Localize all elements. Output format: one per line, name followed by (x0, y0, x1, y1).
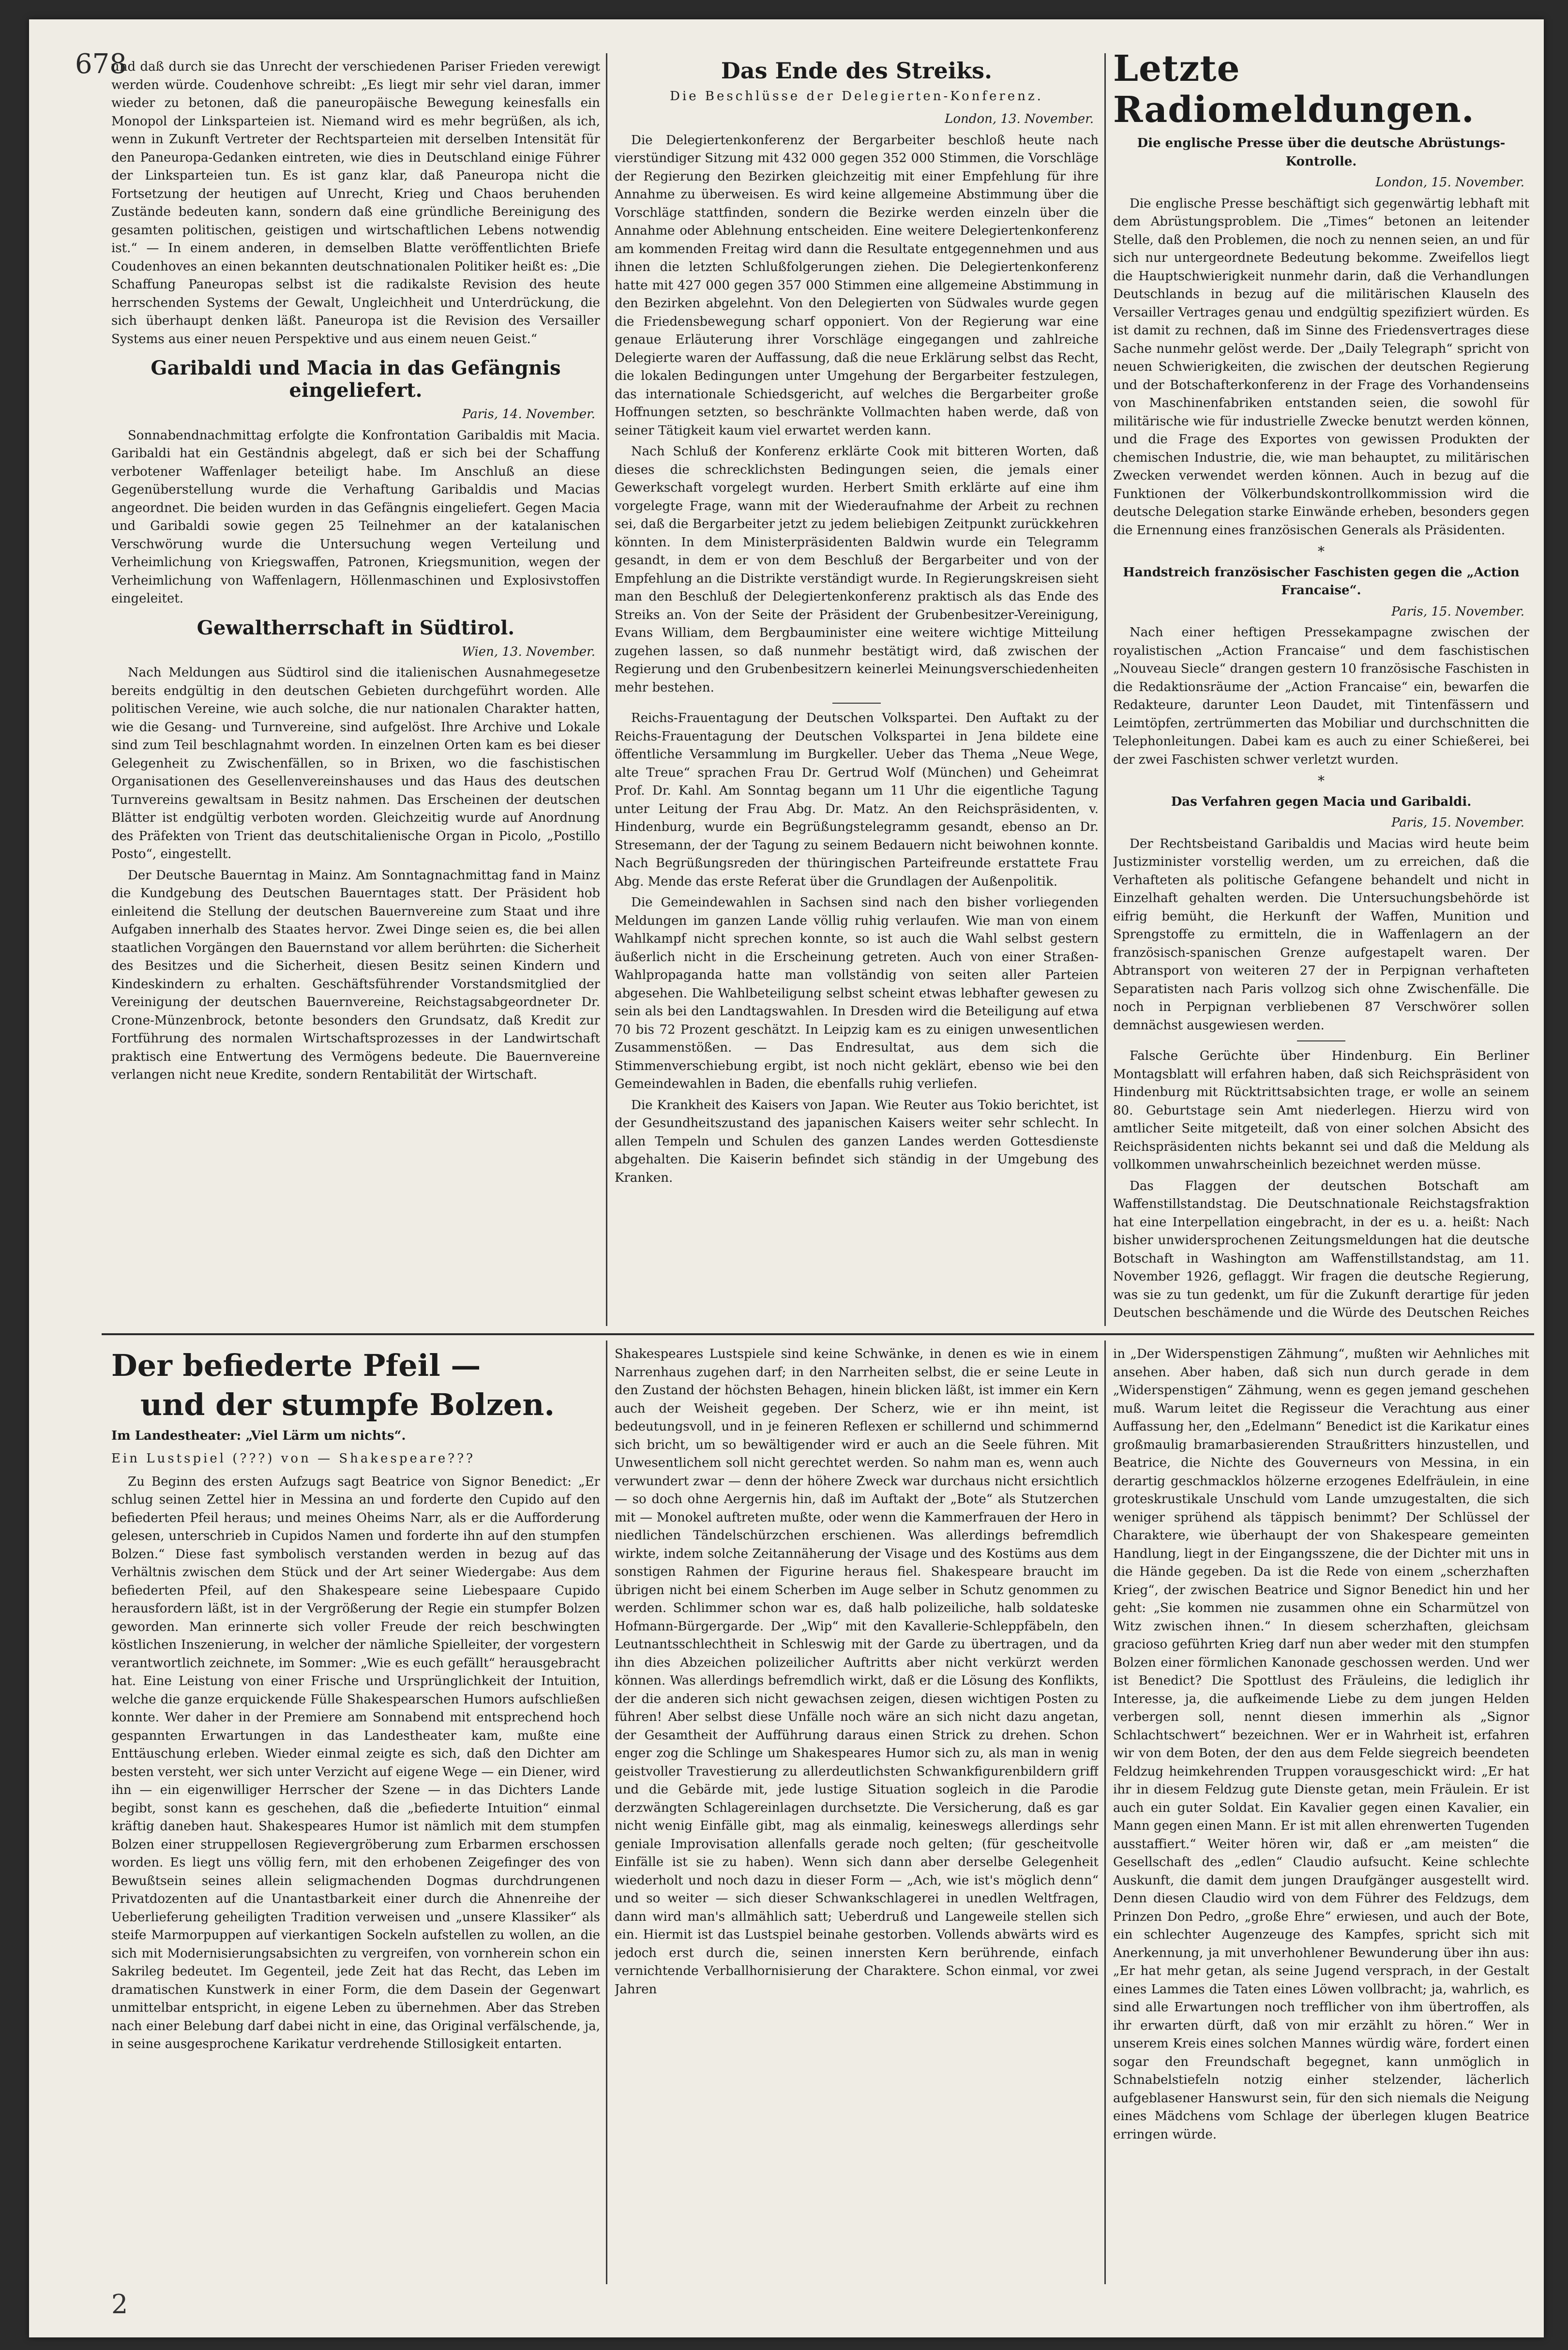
section-star: * (1318, 543, 1325, 560)
feature-heading-line2: und der stumpfe Bolzen. (140, 1387, 555, 1423)
column-3 (1113, 48, 1529, 1321)
page-number: 678 (75, 48, 127, 80)
feature-text-3: in „Der Widerspenstigen Zähmung“, mußten wir Aehnliches mit ansehen. Aber haben, daß sich nun durch gerade in dem „Widerspenstigen“ Zähmung, wenn es gegen jemand geschehen muß. Warum leitet die Regisseur die Verachtung aus einer Auffassung her, den „Edelmann“ Benedict ist die Karikatur eines großmaulig bramarbasierenden Straußritters hinzustellen, und Beatrice, die Nichte des Gouverneurs von Messina, in ein derartig geschmacklos hölzerne erzogenes Edelfräulein, in eine groteskrustikale Unschuld vom Lande umzugestalten, die sich weniger sprühend als täppisch benimmt? Der Schlüssel der Charaktere, wie überhaupt der von Shakespeare gemeinten Handlung, liegt in der Eingangsszene, die der Dichter mit uns in die Hände gegeben. Da ist die Rede von einem „scherzhaften Krieg“, der zwischen Beatrice und Signor Benedict hin und her geht: „Sie kommen nie zusammen ohne ein Scharmützel von Witz zwischen ihnen.“ In diesem scherzhaften, gleichsam gracioso geführten Krieg darf nun aber weder mit den stumpfen Bolzen einer förmlichen Kanonade geschossen werden. Und wer ist Benedict? Die Spottlust des Fräuleins, die lediglich ihr Interesse, ja, die aufkeimende Liebe zu dem jungen Helden verbergen soll, nennt diesen immerhin als „Signor Schlachtschwert“ bezeichnen. Wer er in Wahrheit ist, erfahren wir von dem Boten, der den aus dem Felde siegreich beendeten Feldzug heimkehrenden Truppen vorausgeschickt wird: „Er hat ihr in diesem Feldzug gute Dienste getan, mein Fräulein. Er ist auch ein guter Soldat. Ein Kavalier gegen einen Kavalier, ein Mann gegen einen Mann. Er ist mit allen ehrenwerten Tugenden ausstaffiert.“ Weiter hören wir, daß er „am meisten“ die Gesellschaft des „edlen“ Claudio aufsucht. Keine schlechte Auskunft, die damit dem jungen Draufgänger ausgestellt wird. Denn diesen Claudio wird von dem Führer des Feldzugs, dem Prinzen Don Pedro, „große Ehre“ erwiesen, und auch der Bote, ein schlechter Augenzeuge des Kampfes, spricht sich mit Anerkennung, ja mit unverhohlener Bewunderung über ihn aus: „Er hat mehr getan, als seine Jugend versprach, in der Gestalt eines Lammes die Taten eines Löwen vollbracht; ja, wahrlich, es sind alle Erwartungen noch trefflicher von ihm übertroffen, als ihr erwarten dürft, daß von mir erzählt zu hören.“ Wer in unserem Kreis eines solchen Mannes würdig wäre, fordert einen sogar den Freundschaft begegnet, kann unmöglich in Schnabelstiefeln notzig einher stelzender, lächerlich aufgeblasener Hanswurst sein, für den sich niemals die Neigung eines Mädchens vom Schlage der überlegen klugen Beatrice erringen würde. (1113, 1347, 1529, 2142)
feature-column-3 (1113, 1345, 1529, 2284)
paris-dateline-2: Paris, 15. November. (1391, 815, 1524, 830)
garibaldi-heading: Garibaldi und Macia in das Gefängnis eingeliefert. (151, 357, 561, 402)
verfahren-text: Der Rechtsbeistand Garibaldis und Macias wird heute beim Justizminister vorstellig werden, um zu erreichen, daß die Verhafteten als politische Gefangene behandelt und nicht in Einzelhaft gehalten werden. Die Untersuchungsbehörde ist eifrig bemüht, die Herkunft der Waffen, Munition und Sprengstoffe zu ermitteln, die in Waffenlagern an der französisch-spanischen Grenze aufgestapelt waren. Der Abtransport von weiteren 27 der in Perpignan verhafteten Separatisten nach Paris vollzog sich ohne Zwischenfälle. Die noch in Perpignan verbliebenen 87 Verschwörer sollen demnächst ausgewiesen werden. (1113, 836, 1529, 1033)
bauerntag-text: Der Deutsche Bauerntag in Mainz. Am Sonntagnachmittag fand in Mainz die Kundgebung des Deutschen Bauerntages statt. Der Präsident hob einleitend die Stellung der deutschen Bauernvereine zum Staat und ihre Aufgaben innerhalb des Staates hervor. Zwei Dinge seien es, die bei allen staatlichen Vorgängen den Bauernstand vor allem berührten: die Sicherheit des Besitzes und die Sicherheit, diesen Besitz seinen Kindern und Kindeskindern zu erhalten. Geschäftsführender Vorstandsmitglied der Vereinigung der deutschen Bauernvereine, Reichstagsabgeordneter Dr. Crone-Münzenbrock, betonte besonders den Grundsatz, daß Kredit zur Fortführung des normalen Wirtschaftsprozesses in der Landwirtschaft praktisch eine Entwertung des Vermögens bedeute. Die Bauernvereine verlangen nicht neue Kredite, sondern Rentabilität der Wirtschaft. (111, 868, 600, 1082)
flaggen-text: Das Flaggen der deutschen Botschaft am Waffenstillstandstag. Die Deutschnationale Reichstagsfraktion hat eine Interpellation eingebracht, in der es u. a. heißt: Nach bisher unwidersprochenen Zeitungsmeldungen hat die deutsche Botschaft in Washington am Waffenstillstandstag, am 11. November 1926, geflaggt. Wir fragen die deutsche Regierung, was sie zu tun gedenkt, um für die Zukunft derartige für jeden Deutschen beschämende und die Würde des Deutschen Reiches (1113, 1178, 1529, 1321)
short-rule (1297, 1040, 1345, 1041)
hindenburg-text: Falsche Gerüchte über Hindenburg. Ein Berliner Montagsblatt will erfahren haben, daß sich Reichspräsident von Hindenburg mit Rücktrittsabsichten trage, er wolle an seinem 80. Geburtstage sein Amt niederlegen. Hierzu wird von amtlicher Seite mitgeteilt, daß von einer solchen Absicht des Reichspräsidenten nichts bekannt sei und daß die Meldung als vollkommen unwahrscheinlich bezeichnet werden müsse. (1113, 1049, 1529, 1173)
feature-column-2 (615, 1345, 1099, 2284)
column-2 (615, 58, 1099, 1321)
feature-separator (102, 1333, 1534, 1335)
streik-p1: Die Delegiertenkonferenz der Bergarbeiter beschloß heute nach vierstündiger Sitzung mit 432 000 gegen 352 000 Stimmen, die Vorschläge der Regierung den Bezirken gleichzeitig mit einer Empfehlung für ihre Annahme zu überweisen. Es wird keine allgemeine Abstimmung über die Vorschläge stattfinden, sondern die Bezirke werden einzeln über die Annahme oder Ablehnung entscheiden. Eine weitere Delegiertenkonferenz am kommenden Freitag wird dann die Resultate entgegennehmen und aus ihnen die letzten Schlußfolgerungen ziehen. Die Delegiertenkonferenz hatte mit 427 000 gegen 357 000 Stimmen eine allgemeine Abstimmung in den Bezirken abgelehnt. Von den Delegierten von Südwales wurde gegen die Friedensbewegung scharf opponiert. Von der Regierung war eine genaue Erläuterung ihrer Vorschläge eingegangen und zahlreiche Delegierte waren der Auffassung, daß die neue Erklärung selbst das Recht, die lokalen Bedingungen unter Umgehung der Bergarbeiter festzulegen, das internationale Schiedsgericht, auf welches die Bergarbeiter große Hoffnungen setzten, so beschränkte Vollmachten haben werde, daß von seiner Tätigkeit kaum viel erwartet werden kann. (615, 133, 1099, 438)
column-rule (1104, 1341, 1106, 2284)
feature-genre-line: Ein Lustspiel (???) von — Shakespeare??? (111, 1451, 476, 1466)
garibaldi-dateline: Paris, 14. November. (462, 407, 595, 422)
feature-text-2: Shakespeares Lustspiele sind keine Schwänke, in denen es wie in einem Narrenhaus zugehen darf; in den Narrheiten selbst, die er seine Leute in den Zustand der höchsten Behagen, hinein blicken läßt, ist immer ein Kern auch der Weisheit gegeben. Der Scherz, wie er ihn meint, ist bedeutungsvoll, und in je feineren Reflexen er schillernd und schimmernd sich bricht, um so bewältigender wird er auch an die Seele führen. Mit Unwesentlichem soll nicht gerechtet werden. So nahm man es, wenn auch verwundert zwar — denn der höhere Zweck war durchaus nicht ersichtlich — so doch ohne Aergernis hin, daß im Auftakt der „Bote“ als Stutzerchen mit — Monokel auftreten mußte, oder wenn die Kammerfrauen der Hero in niedlichen Tändelschürzchen erschienen. Was allerdings befremdlich wirkte, indem solche Zeitannäherung der Visage und des Kostüms aus dem sonstigen Rahmen der Figurine heraus fiel. Shakespeare braucht im übrigen nicht bei einem Scherben im Auge selber in Schutz genommen zu werden. Schlimmer schon war es, daß halb polizeiliche, halb soldateske Hofmann-Bürgergarde. Der „Wip“ mit den Kavallerie-Schleppfäbeln, den Leutnantsschlechtheit in Schleswig mit der Garde zu übertragen, und da ihn dies Abzeichen polizeilicher Auftritts aber nicht verkürzt werden können. Was allerdings befremdlich wirkt, daß er die Lösung des Konflikts, der die anderen sich nicht gewachsen zeigen, diesen wichtigen Posten zu führen! Aber selbst diese Unfälle noch wäre an sich nicht dazu angetan, der Gesamtheit der Aufführung daraus einen Strick zu drehen. Schon enger zog die Schlinge um Shakespeares Humor sich zu, als man in wenig geistvoller Travestierung zu allerdeutlichsten Schwankfigurenbildern griff und die Gebärde mit, jede lustige Situation sogleich in die Parodie derzwängten Schlagereinlagen durchsetzte. Die Versicherung, daß es gar nicht wenig Einfälle gibt, mag als einmalig, keineswegs allerdings sehr geniale Improvisation allenfalls gerade noch gelten; (für gescheitvolle Einfälle ist sie zu haben). Wenn sich dann aber derselbe Gelegenheit wiederholt und noch dazu in dieser Form — „Ach, wie ist's möglich denn“ und so weiter — sich dieser Schwankschlagerei in unedlen Weltfragen, dann wird man's allmählich satt; Ueberdruß und Langeweile stellen sich ein. Hiermit ist das Lustspiel beinahe gestorben. Vollends abwärts wird es jedoch erst durch die, seinen innersten Kern berührende, einfach vernichtende Verballhornisierung der Charaktere. Schon einmal, vor zwei Jahren (615, 1347, 1099, 1997)
suedtirol-text: Nach Meldungen aus Südtirol sind die italienischen Ausnahmegesetze bereits endgültig in den deutschen Gebieten durchgeführt worden. Alle politischen Vereine, wie auch solche, die nur nationalen Charakter hatten, wie die Gesang- und Turnvereine, sind aufgelöst. Ihre Archive und Lokale sind zum Teil beschlagnahmt worden. In einzelnen Orten kam es bei dieser Gelegenheit zu Zwischenfällen, so in Brixen, wo die faschistischen Organisationen des Gesellenvereinshauses und das Haus des deutschen Turnvereins gewaltsam in Besitz nahmen. Das Erscheinen der deutschen Blätter ist endgültig verboten worden. Gleichzeitig wurde auf Anordnung des Präfekten von Trient das deutschitalienische Organ in Picolo, „Postillo Posto“, eingestellt. (111, 665, 600, 861)
action-francaise-text: Nach einer heftigen Pressekampagne zwischen der royalistischen „Action Francaise“ und dem faschistischen „Nouveau Siecle“ drangen gestern 10 französische Faschisten in die Redaktionsräume der „Action Francaise“ ein, bewarfen die Redakteure, darunter Leon Daudet, mit Tintenfässern und Leimtöpfen, zertrümmerten das Mobiliar und durchschnitten die Telephonleitungen. Dabei kam es auch zu einer Schießerei, bei der zwei Faschisten schwer verletzt wurden. (1113, 625, 1529, 767)
feature-heading-line1: Der befiederte Pfeil — (111, 1348, 481, 1383)
column-1 (111, 58, 600, 1321)
feature-column-1 (111, 1345, 600, 2284)
coudenhove-paragraph: und daß durch sie das Unrecht der verschiedenen Pariser Frieden verewigt werden würde. Coudenhove schreibt: „Es liegt mir sehr viel daran, immer wieder zu betonen, daß die paneuropäische Bewegung keinesfalls ein Monopol der Linksparteien ist. Niemand wird es mehr begrüßen, als ich, wenn in Zukunft Vertreter der Rechtsparteien mit derselben Intensität für den Paneuropa-Gedanken eintreten, wie dies in Deutschland einige Führer der Linksparteien tun. Es ist ganz klar, daß Paneuropa nicht die Fortsetzung der heutigen auf Unrecht, Krieg und Chaos beruhenden Zustände bedeuten kann, sondern daß eine gründliche Bereinigung des gesamten politischen, geistigen und wirtschaftlichen Lebens notwendig ist.“ — In einem anderen, in demselben Blatte veröffentlichten Briefe Coudenhoves an einen bekannten deutschnationalen Politiker heißt es: „Die Schaffung Paneuropas selbst ist die radikalste Revision des heute herrschenden Systems der Gewalt, Ungleichheit und Unterdrückung, die sich überhaupt denken läßt. Paneuropa ist die Revision des Versailler Systems aus einer neuen Perspektive und aus einem neuen Geist.“ (111, 60, 600, 346)
short-rule (832, 703, 881, 704)
streik-dateline: London, 13. November. (945, 112, 1094, 127)
column-rule (606, 1341, 607, 2284)
action-francaise-subhead: Handstreich französischer Faschisten gegen die „Action Francaise“. (1123, 565, 1520, 598)
section-star: * (1318, 773, 1325, 789)
radiomeldungen-heading: Letzte Radiomeldungen. (1113, 48, 1475, 131)
newspaper-page (29, 19, 1544, 2337)
streik-p2: Nach Schluß der Konferenz erklärte Cook mit bitteren Worten, daß dieses die schrecklichsten Bedingungen seien, die jemals einer Gewerkschaft vorgelegt wurden. Herbert Smith erklärte auf eine ihm vorgelegte Frage, wann mit der Wiederaufnahme der Arbeit zu rechnen sei, daß die Bergarbeiter jetzt zu jedem beliebigen Zeitpunkt zurückkehren könnten. In dem Ministerpräsidenten Baldwin wurde ein Telegramm gesandt, in dem er von dem Beschluß der Bergarbeiter und von der Empfehlung an die Distrikte verständigt wurde. In Regierungskreisen sieht man den Beschluß der Delegiertenkonferenz praktisch als das Ende des Streiks an. Von der Seite der Präsident der Grubenbesitzer-Vereinigung, Evans William, dem Bergbauminister eine weitere wichtige Mitteilung zugehen lassen, so daß nunmehr bestätigt wird, daß zwischen der Regierung und den Grubenbesitzern keinerlei Meinungsverschiedenheiten mehr bestehen. (615, 444, 1099, 695)
verfahren-subhead: Das Verfahren gegen Macia und Garibaldi. (1171, 794, 1472, 809)
suedtirol-dateline: Wien, 13. November. (462, 644, 595, 659)
abruestung-subhead: Die englische Presse über die deutsche Abrüstungs-Kontrolle. (1137, 136, 1506, 169)
abruestung-text: Die englische Presse beschäftigt sich gegenwärtig lebhaft mit dem Abrüstungsproblem. Die „Times“ betonen an leitender Stelle, daß den Problemen, die noch zu nennen seien, an und für sich nur untergeordnete Bedeutung bekomme. Zweifellos liegt die Hauptschwierigkeit nunmehr darin, daß die Verhandlungen Deutschlands in bezug auf die militärischen Klauseln des Versailler Vertrages genau und endgültig spezifiziert würden. Es ist damit zu rechnen, daß im Sinne des Friedensvertrages diese Sache nunmehr gelöst werde. Der „Daily Telegraph“ spricht von neuen Schwierigkeiten, die zwischen der deutschen Regierung und der Botschafterkonferenz in der Frage des Vorhandenseins von Maschinenfabriken entstanden seien, die sowohl für militärische wie für industrielle Zwecke benutzt werden können, und die Frage des Exportes von gewissen Produkten der chemischen Industrie, die, wie man behauptet, zu militärischen Zwecken verwendet werden können. Auch in bezug auf die Funktionen der Völkerbundskontrollkommission wird die deutsche Delegation starke Einwände erheben, besonders gegen die Ernennung eines französischen Generals als Präsidenten. (1113, 196, 1529, 538)
page-margin (29, 19, 102, 2337)
kaiser-japan-text: Die Krankheit des Kaisers von Japan. Wie Reuter aus Tokio berichtet, ist der Gesundheitszustand des japanischen Kaisers weiter sehr schlecht. In allen Tempeln und Schulen des ganzen Landes werden Gottesdienste abgehalten. Die Kaiserin befindet sich ständig in der Umgebung des Kranken. (615, 1098, 1099, 1185)
feature-text-1: Zu Beginn des ersten Aufzugs sagt Beatrice von Signor Benedict: „Er schlug seinen Zettel hier in Messina an und forderte den Cupido auf den befiederten Pfeil heraus; und meines Oheims Narr, als er die Aufforderung gelesen, unterschrieb in Cupidos Namen und forderte ihn auf den stumpfen Bolzen.“ Diese fast symbolisch verstanden werden in bezug auf das Verhältnis zwischen dem Stück und der Art seiner Wiedergabe: Aus dem befiederten Pfeil, auf den Shakespeare seine Liebespaare Cupido herausfordern läßt, ist in der Vergrößerung der Regie ein stumpfer Bolzen geworden. Man erinnerte sich voller Freude der reich beschwingten köstlichen Inszenierung, in welcher der nämliche Spielleiter, der vorgestern verantwortlich zeichnete, im Sommer: „Wie es euch gefällt“ herausgebracht hat. Eine Leistung von einer Frische und Ursprünglichkeit der Intuition, welche die ganze erquickende Fülle Shakespearschen Humors aufschließen konnte. Wer daher in der Premiere am Sonnabend mit entsprechend hoch gespannten Erwartungen in das Landestheater kam, mußte eine Enttäuschung erleben. Wieder einmal zeigte es sich, daß den Dichter am besten versteht, wer sich unter Verzicht auf eigene Wege — ein Diener, wird ihn — ein eigenwilliger Herrscher der Szene — in das Dichters Lande begibt, sonst kann es geschehen, daß die „befiederte Intuition“ einmal kräftig daneben haut. Shakespeares Humor ist nämlich mit dem stumpfen Bolzen einer struppellosen Regievergröberung zum Erbarmen erschossen worden. Es liegt uns völlig fern, mit den erhobenen Zeigefinger des von Bewußtsein seines allein seligmachenden Dogmas durchdrungenen Privatdozenten auf die Unantastbarkeit einer durch die Ahnenreihe der Ueberlieferung geheiligten Tradition verweisen und „unsere Klassiker“ als steife Marmorpuppen auf vierkantigen Sockeln aufstellen zu wollen, an die sich mit Modernisierungsabsichten zu vergreifen, von vornherein schon ein Sakrileg bedeutet. Im Gegenteil, jede Zeit hat das Recht, das Leben im dramatischen Kunstwerk in einer Form, die dem Dasein der Gegenwart unmittelbar entspricht, in eigene Leben zu übernehmen. Aber das Streben nach einer Belebung darf dabei nicht in eine, das Original verfälschende, ja, in seine ausgesprochene Karikatur verdrehende Stillosigkeit entarten. (111, 1474, 600, 2052)
column-rule (606, 53, 607, 1326)
bottom-mark: 2 (111, 2289, 128, 2320)
suedtirol-heading: Gewaltherrschaft in Südtirol. (196, 616, 515, 639)
london-dateline: London, 15. November. (1375, 175, 1524, 190)
streik-subhead: Die Beschlüsse der Delegierten-Konferenz. (670, 89, 1043, 104)
column-rule (1104, 53, 1106, 1326)
frauentagung-text: Reichs-Frauentagung der Deutschen Volkspartei. Den Auftakt zu der Reichs-Frauentagung der Deutschen Volkspartei in Jena bildete eine öffentliche Versammlung im Burgkeller. Ueber das Thema „Neue Wege, alte Treue“ sprachen Frau Dr. Gertrud Wolf (München) und Geheimrat Prof. Dr. Kahl. Am Sonntag begann um 11 Uhr die eigentliche Tagung unter Leitung der Frau Abg. Dr. Matz. An den Reichspräsidenten, v. Hindenburg, wurde ein Begrüßungstelegramm gesandt, ebenso an Dr. Stresemann, der der Tagung zu seinem Bedauern nicht beiwohnen konnte. Nach Begrüßungsreden der thüringischen Parteifreunde erstattete Frau Abg. Mende das erste Referat über die Grundlagen der Außenpolitik. (615, 711, 1099, 889)
paris-dateline: Paris, 15. November. (1391, 604, 1524, 619)
feature-theater-note: Im Landestheater: „Viel Lärm um nichts“. (111, 1428, 406, 1443)
garibaldi-text: Sonnabendnachmittag erfolgte die Konfrontation Garibaldis mit Macia. Garibaldi hat ein Geständnis abgelegt, daß er sich bei der Schaffung verbotener Waffenlager beteiligt habe. Im Anschluß an diese Gegenüberstellung wurde die Verhaftung Garibaldis und Macias angeordnet. Die beiden wurden in das Gefängnis eingeliefert. Gegen Macia und Garibaldi sowie gegen 25 Teilnehmer an der katalanischen Verschwörung wurde die Untersuchung wegen Verteilung und Verheimlichung von Kriegswaffen, Patronen, Kriegsmunition, wegen der Verheimlichung von Waffenlagern, Höllenmaschinen und Explosivstoffen eingeleitet. (111, 428, 600, 606)
gemeindewahlen-text: Die Gemeindewahlen in Sachsen sind nach den bisher vorliegenden Meldungen im ganzen Lande völlig ruhig verlaufen. Wie man von einem Wahlkampf nicht sprechen konnte, so ist auch die Wahl selbst gestern äußerlich nicht in die Erscheinung getreten. Auch von einer Straßen-Wahlpropaganda hatte man vollständig von seiten aller Parteien abgesehen. Die Wahlbeteiligung selbst scheint etwas lebhafter gewesen zu sein als bei den Landtagswahlen. In Dresden wird die Beteiligung auf etwa 70 bis 72 Prozent geschätzt. In Leipzig kam es zu einigen unwesentlichen Zusammenstößen. — Das Endresultat, aus dem sich die Stimmenverschiebung ergibt, ist noch nicht geklärt, ebenso wie bei den Gemeindewahlen in Baden, die ebenfalls ruhig verliefen. (615, 895, 1099, 1092)
streik-heading: Das Ende des Streiks. (721, 58, 993, 84)
